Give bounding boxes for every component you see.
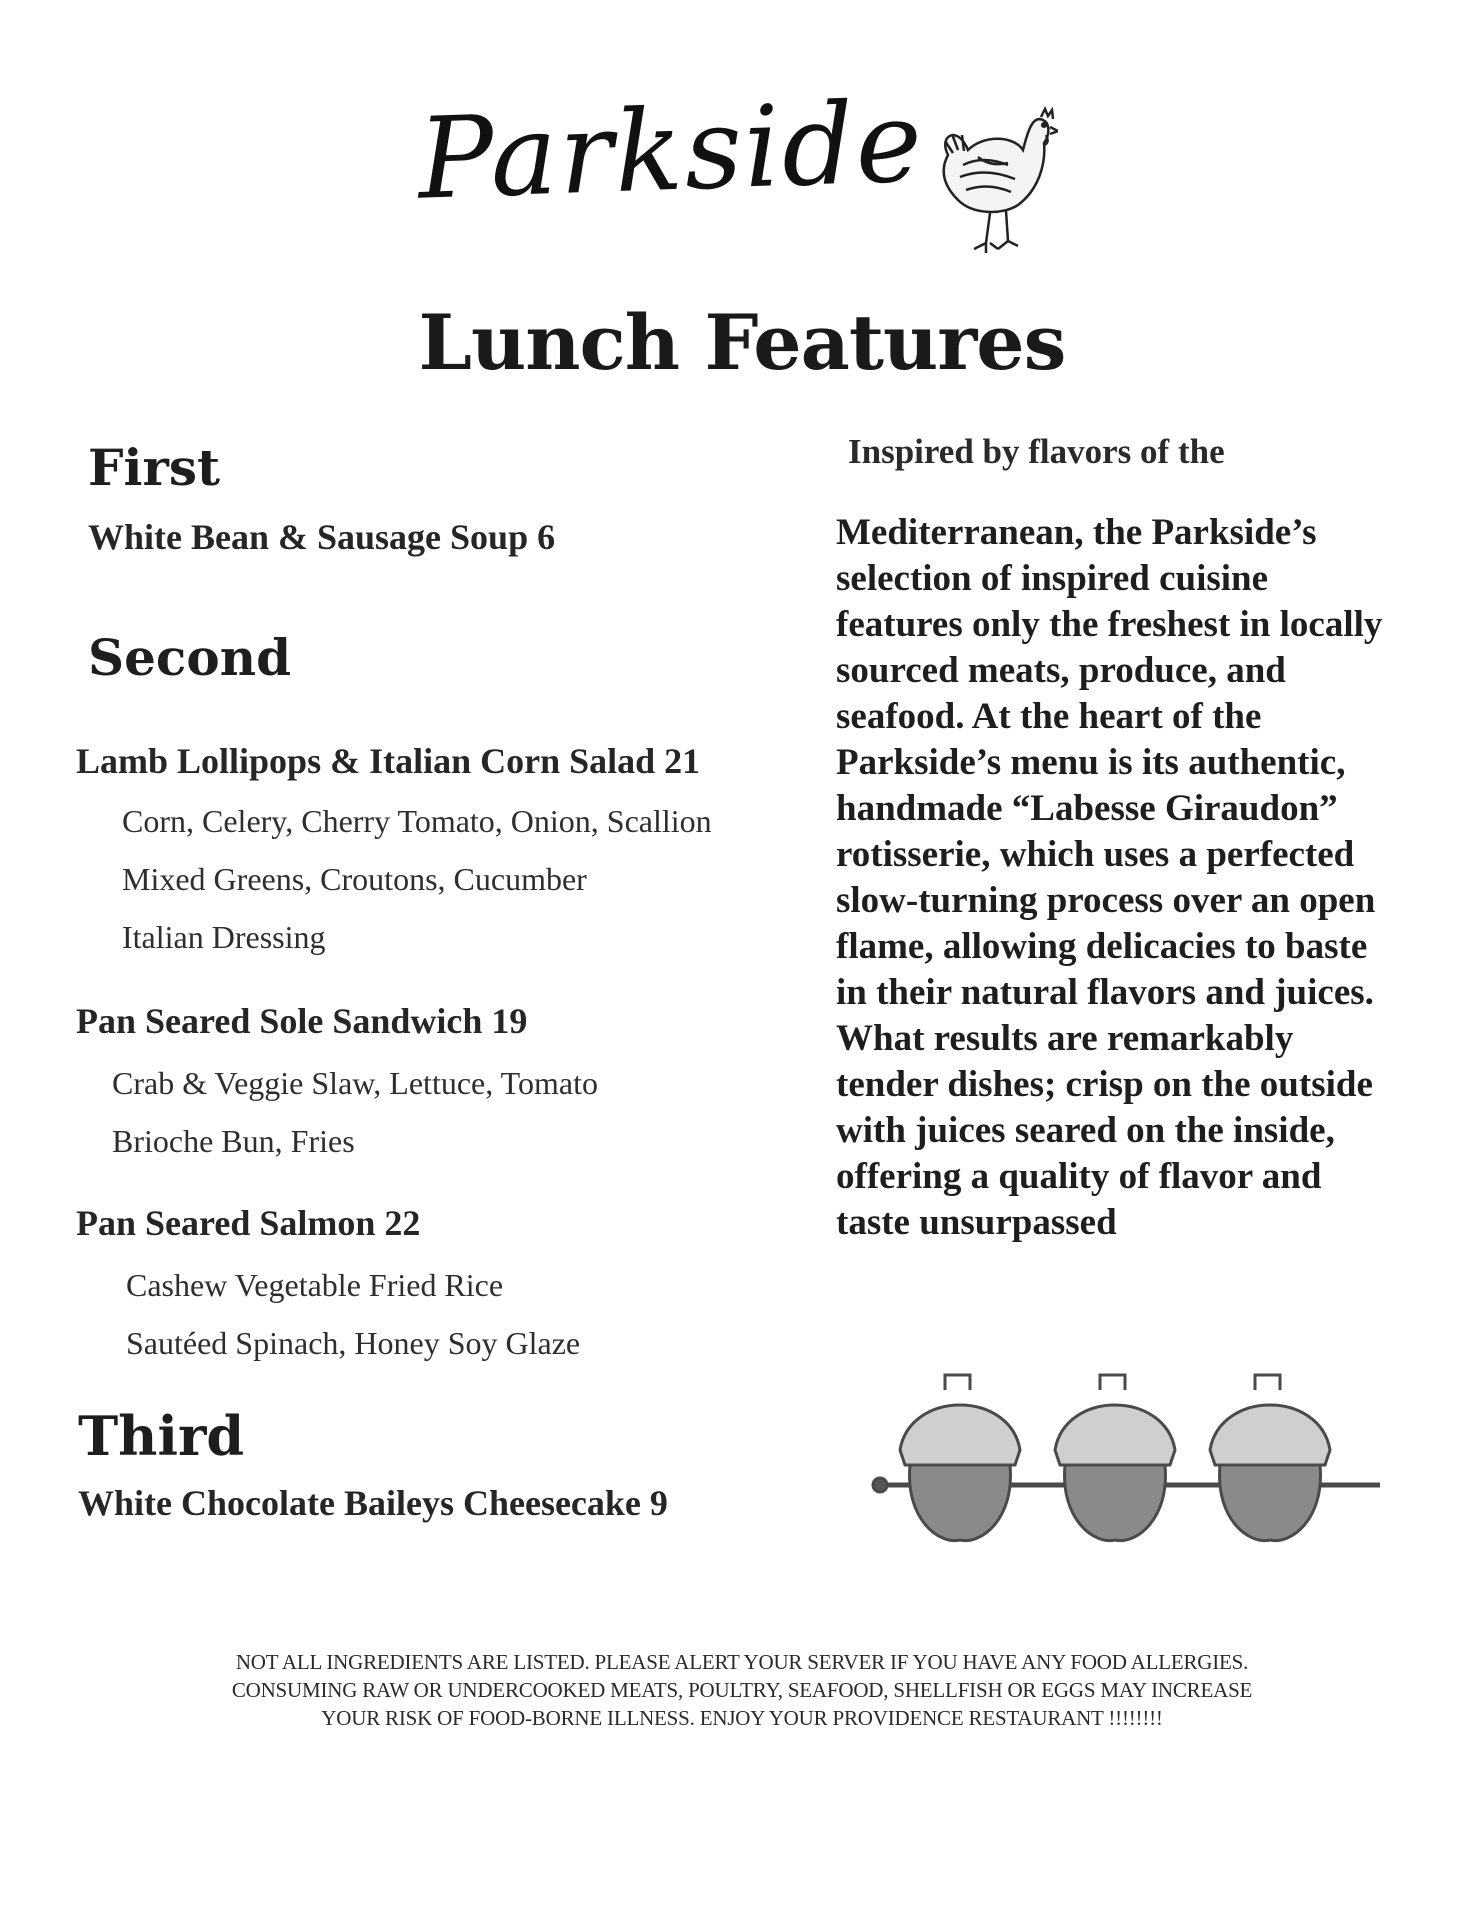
page-title: Lunch Features [418, 298, 1066, 387]
menu-item-detail-line: Brioche Bun, Fries [112, 1123, 355, 1159]
allergy-disclaimer [0, 1648, 1484, 1732]
menu-item-details [122, 792, 712, 966]
menu-item-detail-line: Crab & Veggie Slaw, Lettuce, Tomato [112, 1065, 598, 1101]
intro-paragraph: Mediterranean, the Parkside’s selection of inspired cuisine features only the freshest in locally sourced meats, produce, and seafood. At the heart of the Parkside’s menu is its authentic, handmade “Labesse Giraudon” rotisserie, which uses a perfected slow-turning process over an open flame, allowing delicacies to baste in their natural flavors and juices. What results are remarkably tender dishes; crisp on the outside with juices seared on the inside, offering a quality of flavor and taste unsurpassed [836, 512, 1383, 1243]
menu-item-name: White Chocolate Baileys Cheesecake 9 [78, 1483, 668, 1523]
menu-item-name: Pan Seared Sole Sandwich 19 [76, 1001, 528, 1041]
rotisserie-chickens-icon [870, 1370, 1390, 1550]
menu-item-name: Lamb Lollipops & Italian Corn Salad 21 [76, 741, 701, 781]
menu-item-details [126, 1256, 580, 1372]
menu-item-details [112, 1054, 598, 1170]
logo [415, 77, 1058, 265]
menu-item-detail-line: Sautéed Spinach, Honey Soy Glaze [126, 1325, 581, 1361]
logo-text: Parkside [415, 77, 926, 225]
menu-item-detail-line: Italian Dressing [122, 919, 326, 955]
menu-item-detail-line: Cashew Vegetable Fried Rice [126, 1267, 504, 1303]
disclaimer-line: NOT ALL INGREDIENTS ARE LISTED. PLEASE ALERT YOUR SERVER IF YOU HAVE ANY FOOD ALLERGIES. [235, 1650, 1249, 1674]
menu-item-name: Pan Seared Salmon 22 [76, 1203, 421, 1243]
disclaimer-line: CONSUMING RAW OR UNDERCOOKED MEATS, POULTRY, SEAFOOD, SHELLFISH OR EGGS MAY INCREASE [231, 1678, 1253, 1702]
menu-item-name: White Bean & Sausage Soup 6 [88, 517, 556, 557]
hen-icon [928, 95, 1058, 265]
menu-item-detail-line: Mixed Greens, Croutons, Cucumber [122, 861, 587, 897]
section-heading-first: First [88, 438, 221, 497]
menu-item-detail-line: Corn, Celery, Cherry Tomato, Onion, Scallion [122, 803, 712, 839]
section-heading-third: Third [78, 1404, 245, 1468]
disclaimer-line: YOUR RISK OF FOOD-BORNE ILLNESS. ENJOY YOUR PROVIDENCE RESTAURANT !!!!!!!! [321, 1706, 1163, 1730]
section-heading-second: Second [88, 628, 292, 687]
intro-lead: Inspired by flavors of the [848, 432, 1225, 471]
